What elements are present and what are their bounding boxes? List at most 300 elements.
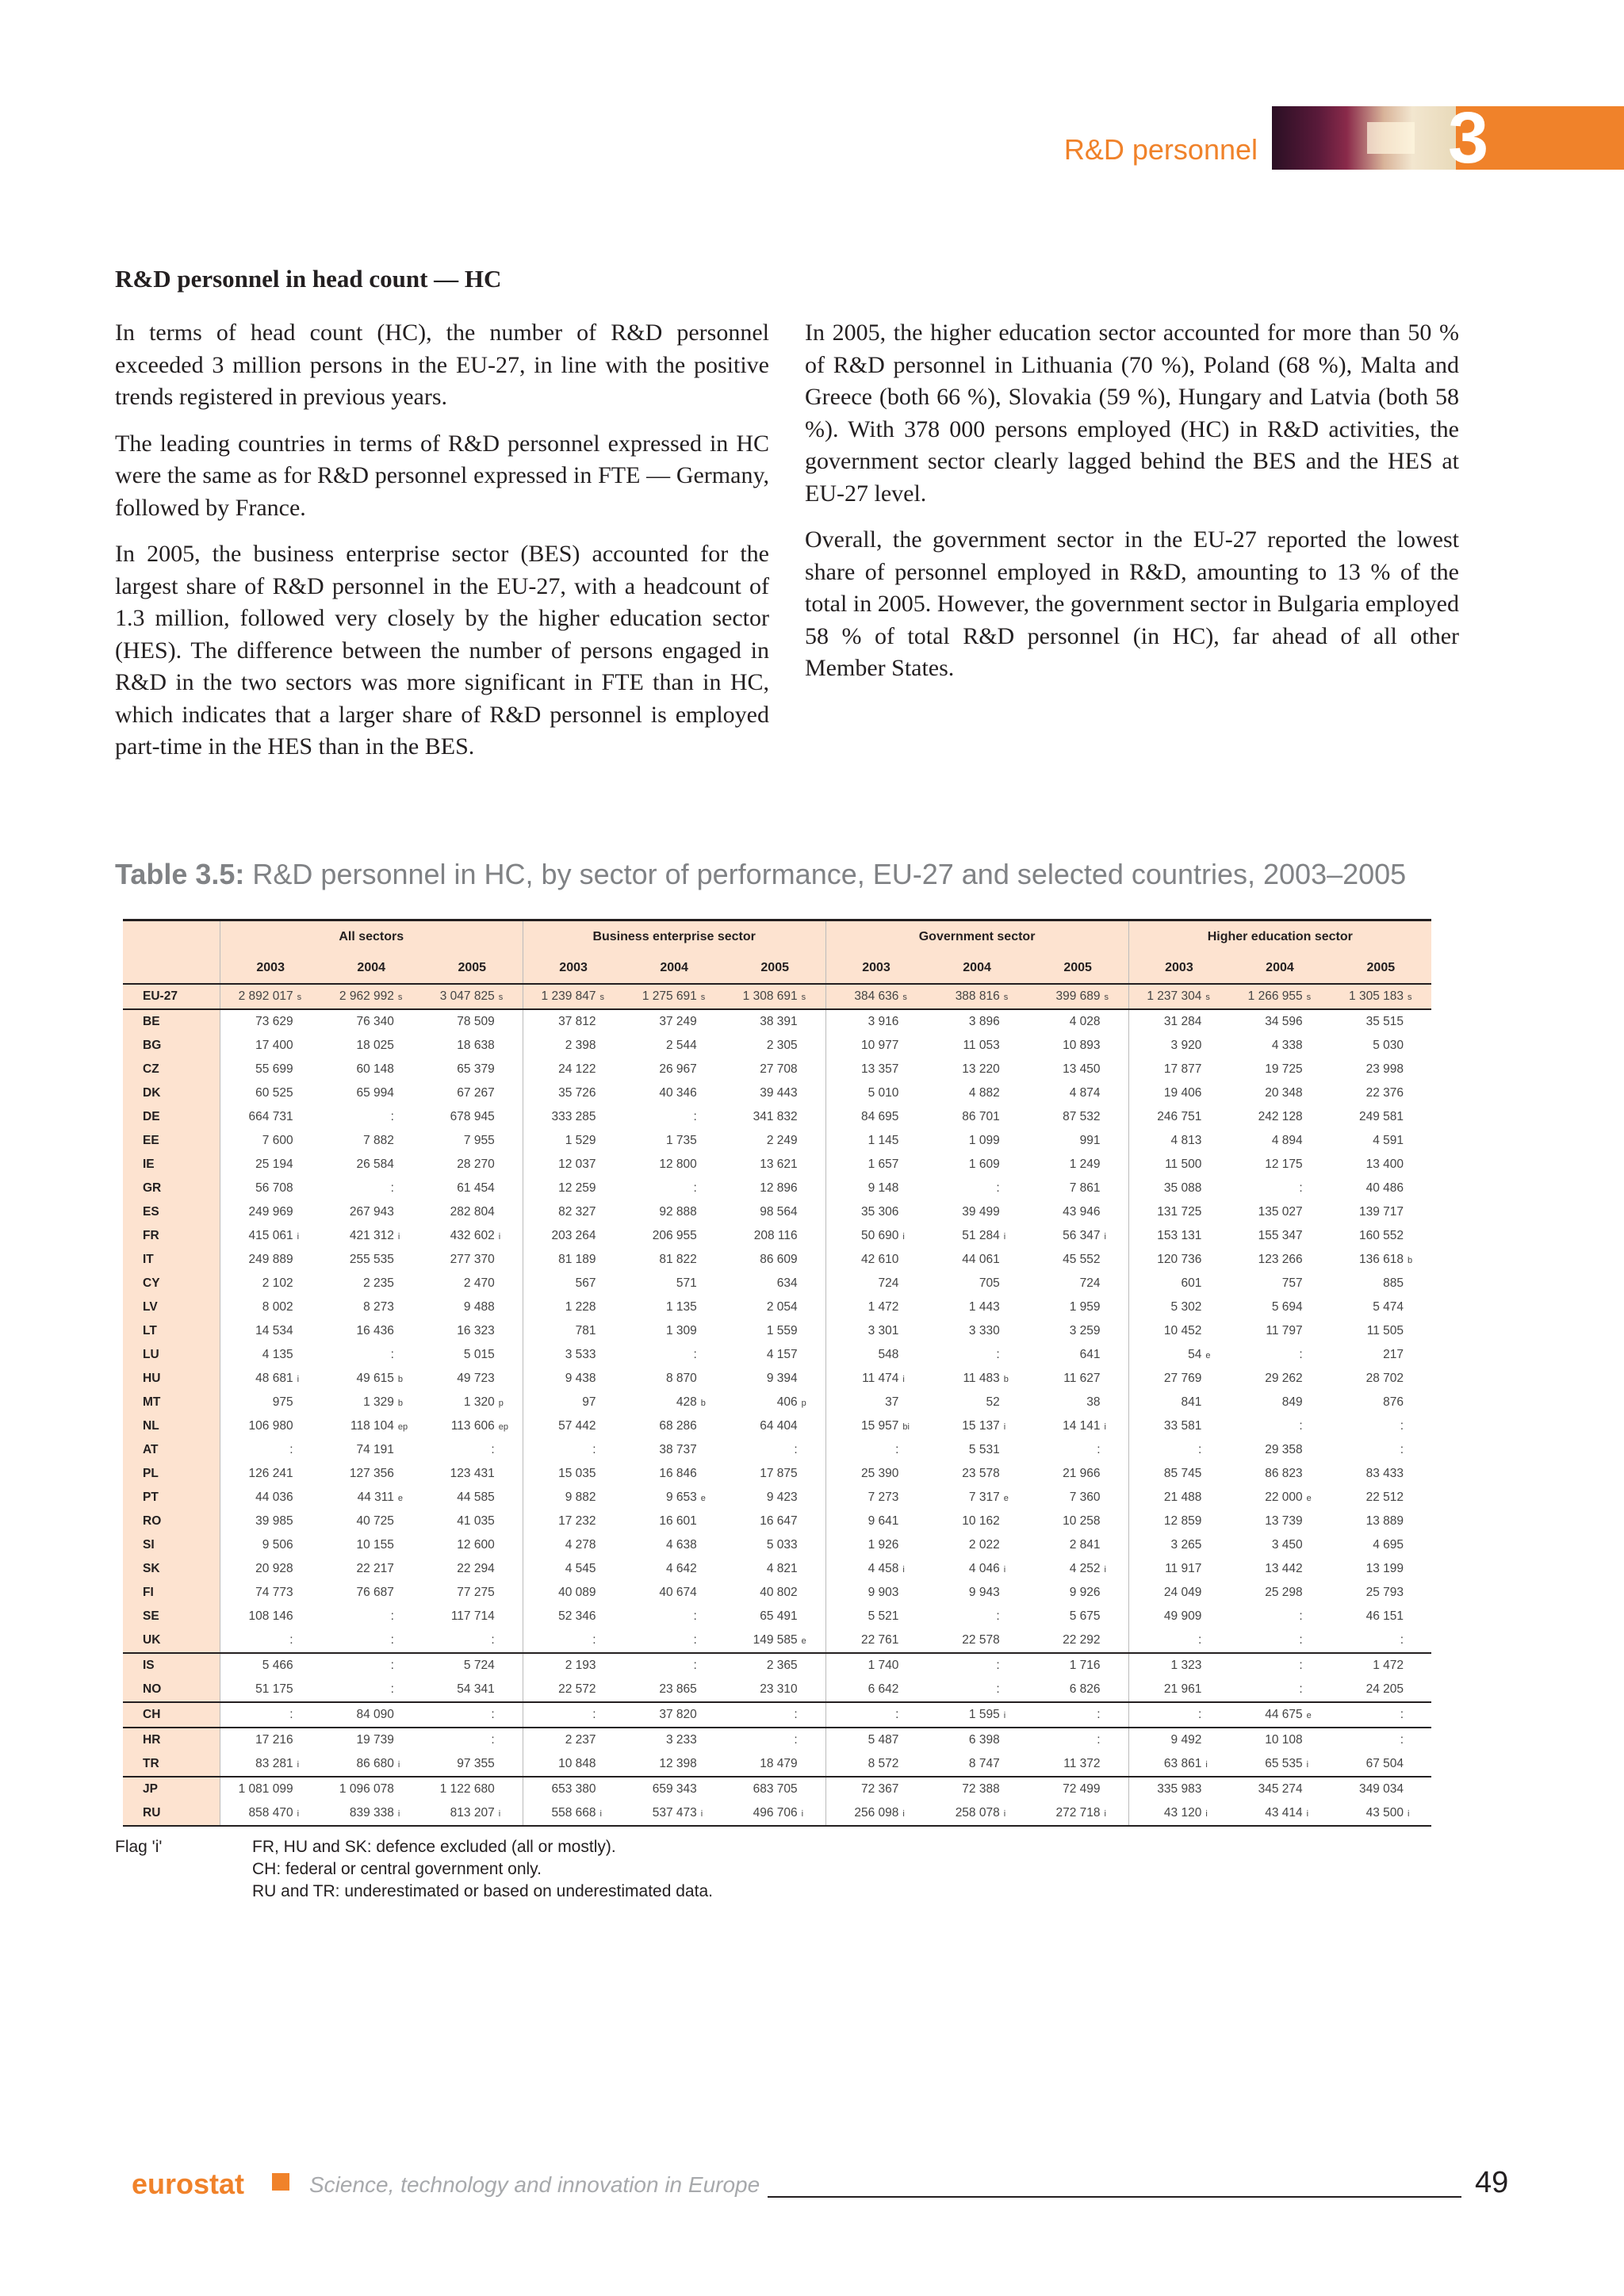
cell-value: 35 088 <box>1163 1181 1202 1195</box>
country-code: IT <box>123 1248 220 1272</box>
cell-value: 40 802 <box>760 1586 798 1599</box>
value-cell <box>624 1009 725 1034</box>
cell-value: 76 340 <box>356 1015 394 1028</box>
cell-value: 45 552 <box>1063 1253 1101 1266</box>
cell-value: 9 506 <box>262 1538 293 1552</box>
value-cell <box>523 1200 623 1224</box>
value-cell <box>1229 1153 1330 1177</box>
year-header: 2004 <box>926 953 1027 984</box>
cell-value: 5 487 <box>868 1733 899 1747</box>
value-cell <box>1128 1678 1229 1702</box>
cell-value: 4 252 <box>1069 1562 1101 1575</box>
cell-value: 37 820 <box>659 1708 697 1721</box>
value-cell <box>1229 1367 1330 1391</box>
cell-value: 40 089 <box>558 1586 596 1599</box>
cell-value: 1 145 <box>868 1134 899 1147</box>
value-cell <box>825 1105 926 1129</box>
cell-value: 56 347 <box>1063 1229 1101 1242</box>
value-cell <box>1331 1557 1431 1581</box>
country-code: NL <box>123 1414 220 1438</box>
value-cell <box>1128 1200 1229 1224</box>
value-cell <box>220 1462 320 1486</box>
table-row <box>123 1367 1431 1391</box>
value-cell <box>926 1438 1027 1462</box>
cell-flag: i <box>1205 1760 1208 1770</box>
cell-value: 25 194 <box>255 1158 293 1171</box>
table-caption <box>115 858 1406 891</box>
cell-flag: bi <box>902 1422 910 1432</box>
cell-flag: i <box>1104 1565 1106 1575</box>
cell-value: 38 391 <box>760 1015 798 1028</box>
table-row <box>123 1081 1431 1105</box>
year-header: 2004 <box>624 953 725 984</box>
value-cell <box>1028 1486 1128 1510</box>
value-cell <box>926 1752 1027 1777</box>
cell-value: 41 035 <box>457 1514 495 1528</box>
value-cell <box>926 1081 1027 1105</box>
value-cell <box>422 1319 523 1343</box>
cell-value: 249 889 <box>248 1253 293 1266</box>
cell-value: 11 797 <box>1266 1324 1303 1337</box>
cell-value: 108 146 <box>248 1609 293 1623</box>
cell-value: 2 365 <box>766 1659 798 1672</box>
cell-value: 39 985 <box>255 1514 293 1528</box>
value-cell <box>725 1728 825 1752</box>
value-cell <box>1331 1034 1431 1058</box>
cell-value: 22 578 <box>962 1633 1000 1647</box>
cell-value: 86 609 <box>760 1253 798 1266</box>
cell-value: 1 309 <box>666 1324 697 1337</box>
cell-value: 428 <box>676 1395 697 1409</box>
value-cell <box>422 1557 523 1581</box>
cell-value: 4 278 <box>565 1538 596 1552</box>
value-cell <box>1128 1557 1229 1581</box>
cell-value: 11 483 <box>963 1372 1000 1385</box>
cell-value: 2 249 <box>766 1134 798 1147</box>
value-cell <box>825 1678 926 1702</box>
value-cell <box>220 984 320 1009</box>
value-cell <box>1028 1367 1128 1391</box>
value-cell <box>1331 1343 1431 1367</box>
cell-value: 757 <box>1281 1276 1303 1290</box>
cell-value: 7 360 <box>1069 1490 1101 1504</box>
cell-value: 35 306 <box>861 1205 899 1219</box>
value-cell <box>1331 1224 1431 1248</box>
value-cell <box>1128 1343 1229 1367</box>
table-row <box>123 1605 1431 1628</box>
value-cell <box>725 1272 825 1295</box>
table-row <box>123 1414 1431 1438</box>
cell-value: 37 249 <box>659 1015 697 1028</box>
cell-value: 432 602 <box>450 1229 495 1242</box>
value-cell <box>825 1752 926 1777</box>
cell-value: 78 509 <box>457 1015 495 1028</box>
cell-value: 22 572 <box>558 1682 596 1696</box>
cell-value: 267 943 <box>349 1205 394 1219</box>
value-cell <box>1128 1605 1229 1628</box>
value-cell <box>1331 984 1431 1009</box>
cell-value: 1 323 <box>1170 1659 1202 1672</box>
cell-flag: e <box>397 1494 403 1503</box>
value-cell <box>1331 1752 1431 1777</box>
cell-value: 399 689 <box>1055 989 1101 1003</box>
cell-flag: s <box>700 993 706 1002</box>
cell-value: 84 090 <box>356 1708 394 1721</box>
cell-value: 118 104 <box>350 1419 394 1433</box>
cell-value: 5 675 <box>1069 1609 1101 1623</box>
value-cell <box>1128 1248 1229 1272</box>
value-cell <box>624 1533 725 1557</box>
value-cell <box>523 1177 623 1200</box>
value-cell <box>624 1510 725 1533</box>
country-code: RO <box>123 1510 220 1533</box>
cell-value: 25 298 <box>1265 1586 1303 1599</box>
cell-value: 60 525 <box>255 1086 293 1100</box>
cell-value: 20 928 <box>255 1562 293 1575</box>
value-cell <box>725 1462 825 1486</box>
cell-value: 67 504 <box>1365 1757 1404 1770</box>
value-cell <box>1028 1728 1128 1752</box>
cell-flag: i <box>1003 1422 1006 1432</box>
sector-header-government: Government sector <box>825 920 1128 954</box>
cell-flag: s <box>801 993 806 1002</box>
value-cell <box>725 1414 825 1438</box>
cell-flag: b <box>397 1399 403 1408</box>
value-cell <box>725 1224 825 1248</box>
value-cell <box>1028 1510 1128 1533</box>
cell-value: 1 308 691 <box>742 989 798 1003</box>
cell-value: 496 706 <box>753 1806 798 1820</box>
cell-value: 18 479 <box>760 1757 798 1770</box>
country-code: SE <box>123 1605 220 1628</box>
value-cell <box>725 1557 825 1581</box>
cell-value: 415 061 <box>248 1229 293 1242</box>
country-code: TR <box>123 1752 220 1777</box>
cell-value: 876 <box>1383 1395 1404 1409</box>
country-code: LU <box>123 1343 220 1367</box>
value-cell <box>1028 1533 1128 1557</box>
value-cell <box>1128 1462 1229 1486</box>
cell-value: 1 443 <box>968 1300 1000 1314</box>
value-cell <box>1028 1129 1128 1153</box>
cell-value: 282 804 <box>450 1205 495 1219</box>
year-header: 2005 <box>1028 953 1128 984</box>
cell-value: 705 <box>979 1276 1000 1290</box>
cell-flag: i <box>902 1375 905 1384</box>
cell-value: 27 769 <box>1163 1372 1202 1385</box>
value-cell <box>825 984 926 1009</box>
value-cell <box>1229 1462 1330 1486</box>
value-cell <box>825 1581 926 1605</box>
cell-value: 1 228 <box>565 1300 596 1314</box>
footnote-line: FR, HU and SK: defence excluded (all or mostly). <box>252 1838 616 1856</box>
value-cell <box>1028 1605 1128 1628</box>
value-cell <box>725 1801 825 1826</box>
cell-value: 601 <box>1181 1276 1202 1290</box>
table-row <box>123 1129 1431 1153</box>
value-cell <box>220 1034 320 1058</box>
value-cell <box>624 1801 725 1826</box>
value-cell <box>624 1462 725 1486</box>
value-cell <box>220 1752 320 1777</box>
value-cell <box>926 1153 1027 1177</box>
value-cell <box>825 1728 926 1752</box>
cell-value: : <box>1299 1348 1303 1361</box>
value-cell <box>1128 1391 1229 1414</box>
cell-value: 12 037 <box>558 1158 596 1171</box>
cell-flag: i <box>1306 1760 1309 1770</box>
cell-flag: s <box>1104 993 1109 1002</box>
value-cell <box>523 1224 623 1248</box>
table-row <box>123 1557 1431 1581</box>
value-cell <box>1128 984 1229 1009</box>
value-cell <box>1331 1777 1431 1801</box>
country-code: EU-27 <box>123 984 220 1009</box>
country-code: BG <box>123 1034 220 1058</box>
cell-value: 23 998 <box>1365 1062 1404 1076</box>
cell-value: 1 959 <box>1069 1300 1101 1314</box>
cell-value: 3 896 <box>968 1015 1000 1028</box>
cell-value: 3 259 <box>1069 1324 1101 1337</box>
cell-value: 37 <box>885 1395 899 1409</box>
cell-value: 5 030 <box>1373 1039 1404 1052</box>
value-cell <box>523 1343 623 1367</box>
value-cell <box>321 1295 422 1319</box>
cell-value: : <box>693 1181 697 1195</box>
value-cell <box>1229 1058 1330 1081</box>
country-code: HR <box>123 1728 220 1752</box>
cell-value: 49 909 <box>1163 1609 1202 1623</box>
value-cell <box>1128 1653 1229 1678</box>
sector-header-all: All sectors <box>220 920 523 954</box>
value-cell <box>1028 1177 1128 1200</box>
cell-value: 26 584 <box>356 1158 394 1171</box>
value-cell <box>725 1200 825 1224</box>
value-cell <box>321 1009 422 1034</box>
value-cell <box>523 1367 623 1391</box>
value-cell <box>926 1728 1027 1752</box>
cell-value: 22 376 <box>1365 1086 1404 1100</box>
table-row <box>123 1752 1431 1777</box>
cell-value: : <box>390 1181 394 1195</box>
cell-value: : <box>592 1708 596 1721</box>
cell-value: 249 969 <box>248 1205 293 1219</box>
value-cell <box>926 1319 1027 1343</box>
year-header: 2003 <box>220 953 320 984</box>
value-cell <box>926 1248 1027 1272</box>
value-cell <box>926 1510 1027 1533</box>
value-cell <box>220 1129 320 1153</box>
value-cell <box>321 1200 422 1224</box>
cell-value: 17 877 <box>1163 1062 1202 1076</box>
cell-value: 27 708 <box>760 1062 798 1076</box>
cell-value: 26 967 <box>659 1062 697 1076</box>
value-cell <box>825 1702 926 1728</box>
cell-value: 113 606 <box>450 1419 495 1433</box>
value-cell <box>1331 1414 1431 1438</box>
value-cell <box>220 1728 320 1752</box>
value-cell <box>1229 1752 1330 1777</box>
value-cell <box>926 1462 1027 1486</box>
cell-value: 9 148 <box>868 1181 899 1195</box>
year-header: 2004 <box>321 953 422 984</box>
cell-value: 57 442 <box>558 1419 596 1433</box>
value-cell <box>926 1177 1027 1200</box>
cell-value: 17 232 <box>558 1514 596 1528</box>
value-cell <box>422 1752 523 1777</box>
cell-value: 8 870 <box>666 1372 697 1385</box>
cell-value: 8 572 <box>868 1757 899 1770</box>
cell-flag: s <box>397 993 403 1002</box>
country-code: BE <box>123 1009 220 1034</box>
value-cell <box>1128 1628 1229 1653</box>
value-cell <box>1331 1319 1431 1343</box>
cell-value: : <box>390 1682 394 1696</box>
cell-value: 5 724 <box>463 1659 495 1672</box>
value-cell <box>725 1678 825 1702</box>
value-cell <box>1331 1295 1431 1319</box>
value-cell <box>1229 1801 1330 1826</box>
sector-header-higher-education: Higher education sector <box>1128 920 1431 954</box>
value-cell <box>321 1728 422 1752</box>
year-header: 2003 <box>523 953 623 984</box>
value-cell <box>624 1177 725 1200</box>
value-cell <box>321 1391 422 1414</box>
value-cell <box>321 1129 422 1153</box>
value-cell <box>1229 1438 1330 1462</box>
cell-value: 52 346 <box>558 1609 596 1623</box>
table-row <box>123 1153 1431 1177</box>
value-cell <box>321 1801 422 1826</box>
cell-value: 13 199 <box>1365 1562 1404 1575</box>
cell-value: 155 347 <box>1258 1229 1303 1242</box>
cell-value: 29 262 <box>1265 1372 1303 1385</box>
cell-flag: e <box>1306 1494 1312 1503</box>
cell-value: 13 357 <box>861 1062 899 1076</box>
value-cell <box>523 1801 623 1826</box>
cell-value: 4 638 <box>666 1538 697 1552</box>
value-cell <box>422 1533 523 1557</box>
cell-value: 48 681 <box>255 1372 293 1385</box>
running-header-title: R&D personnel <box>1063 133 1258 166</box>
cell-flag: i <box>902 1809 905 1819</box>
value-cell <box>624 1678 725 1702</box>
value-cell <box>1331 1801 1431 1826</box>
cell-value: 1 472 <box>1373 1659 1404 1672</box>
value-cell <box>725 1058 825 1081</box>
value-cell <box>725 1438 825 1462</box>
cell-value: 1 595 <box>968 1708 1000 1721</box>
cell-value: 858 470 <box>248 1806 293 1820</box>
cell-value: 13 621 <box>760 1158 798 1171</box>
country-code: EE <box>123 1129 220 1153</box>
cell-value: 54 <box>1188 1348 1202 1361</box>
cell-value: 82 327 <box>558 1205 596 1219</box>
value-cell <box>1331 1702 1431 1728</box>
cell-value: 61 454 <box>457 1181 495 1195</box>
cell-value: 14 534 <box>255 1324 293 1337</box>
cell-flag: e <box>700 1494 706 1503</box>
value-cell <box>725 1319 825 1343</box>
value-cell <box>1028 1801 1128 1826</box>
value-cell <box>523 984 623 1009</box>
table-row <box>123 1295 1431 1319</box>
table-row <box>123 1343 1431 1367</box>
value-cell <box>825 1224 926 1248</box>
cell-value: 29 358 <box>1265 1443 1303 1456</box>
paragraph: Overall, the government sector in the EU-27 reported the lowest share of personnel employed in R&D, amounting to 13 % of the total in 2005. However, the government sector in Bulgaria employed 58 % of total R&D personnel (in HC), far ahead of all other Member States. <box>805 526 1459 681</box>
value-cell <box>725 1510 825 1533</box>
value-cell <box>1331 1153 1431 1177</box>
table-row <box>123 1628 1431 1653</box>
value-cell <box>220 1391 320 1414</box>
cell-flag: e <box>1306 1711 1312 1720</box>
cell-flag: i <box>397 1232 400 1242</box>
cell-value: 23 578 <box>962 1467 1000 1480</box>
country-code: SI <box>123 1533 220 1557</box>
cell-value: 9 438 <box>565 1372 596 1385</box>
value-cell <box>1331 1462 1431 1486</box>
value-cell <box>422 1581 523 1605</box>
cell-value: : <box>996 1181 1000 1195</box>
value-cell <box>1331 1728 1431 1752</box>
cell-value: 3 233 <box>666 1733 697 1747</box>
value-cell <box>321 1462 422 1486</box>
value-cell <box>523 1678 623 1702</box>
cell-value: 1 266 955 <box>1247 989 1303 1003</box>
cell-value: 22 761 <box>861 1633 899 1647</box>
value-cell <box>725 1009 825 1034</box>
value-cell <box>1229 1248 1330 1272</box>
cell-value: 76 687 <box>356 1586 394 1599</box>
value-cell <box>422 1728 523 1752</box>
value-cell <box>725 1752 825 1777</box>
value-cell <box>825 1200 926 1224</box>
cell-value: 21 966 <box>1063 1467 1101 1480</box>
cell-value: 24 049 <box>1163 1586 1202 1599</box>
cell-value: : <box>390 1609 394 1623</box>
cell-value: 249 581 <box>1358 1110 1404 1123</box>
value-cell <box>825 1034 926 1058</box>
cell-value: 10 258 <box>1063 1514 1101 1528</box>
value-cell <box>825 1248 926 1272</box>
cell-value: 7 882 <box>363 1134 394 1147</box>
cell-value: : <box>1299 1419 1303 1433</box>
value-cell <box>1229 1129 1330 1153</box>
cell-value: 13 889 <box>1365 1514 1404 1528</box>
value-cell <box>926 1034 1027 1058</box>
paragraph: In 2005, the business enterprise sector (BES) accounted for the largest share of R&D personnel in the EU-27, with a headcount of 1.3 million, followed very closely by the higher education sector (HES). The difference between the number of persons engaged in R&D in the two sectors was more significant in FTE than in HC, which indicates that a larger share of R&D personnel is employed part-time in the HES than in the BES. <box>115 541 769 760</box>
value-cell <box>926 1557 1027 1581</box>
cell-value: 2 022 <box>968 1538 1000 1552</box>
value-cell <box>1028 1200 1128 1224</box>
value-cell <box>1229 1533 1330 1557</box>
cell-value: 3 920 <box>1170 1039 1202 1052</box>
cell-flag: i <box>397 1760 400 1770</box>
value-cell <box>220 1653 320 1678</box>
cell-value: 1 135 <box>666 1300 697 1314</box>
value-cell <box>825 1605 926 1628</box>
cell-value: 246 751 <box>1157 1110 1202 1123</box>
country-code: IS <box>123 1653 220 1678</box>
value-cell <box>825 1295 926 1319</box>
value-cell <box>1331 1105 1431 1129</box>
value-cell <box>825 1510 926 1533</box>
cell-value: 15 957 <box>861 1419 899 1433</box>
value-cell <box>825 1777 926 1801</box>
value-cell <box>321 1367 422 1391</box>
value-cell <box>220 1628 320 1653</box>
